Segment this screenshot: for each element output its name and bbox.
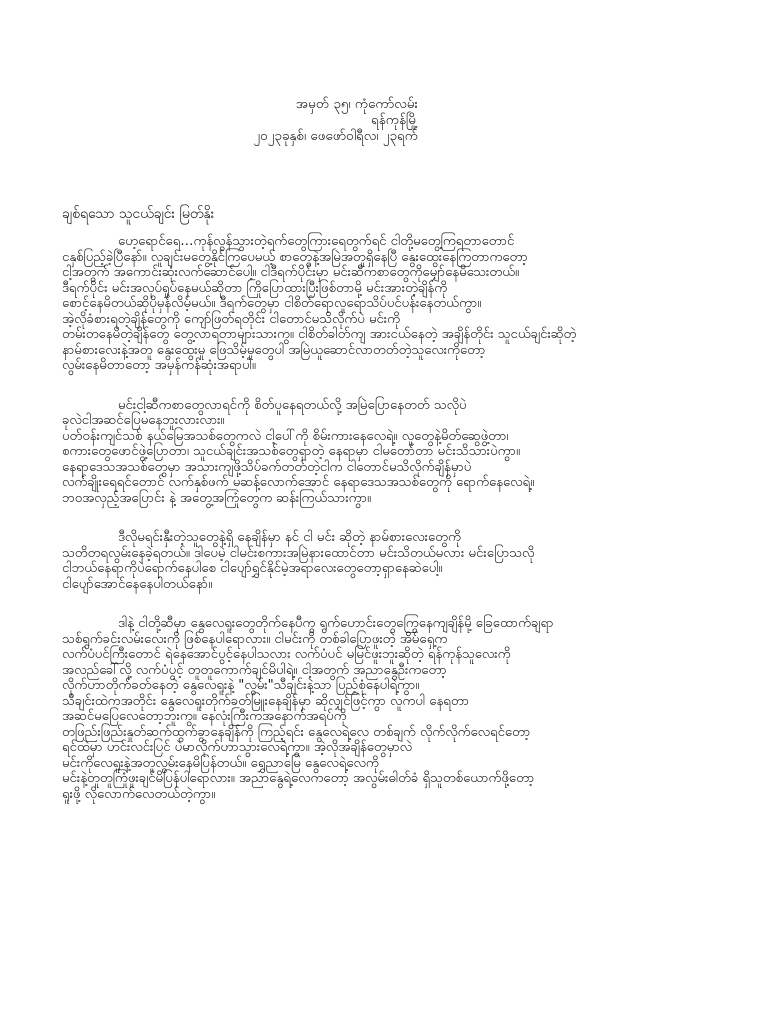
letter-body xyxy=(62,234,717,826)
paragraph-3: ဒီလိုမရင်းနှီးတဲ့သူတွေနဲ့ရှိ နေချိန်မှာ နင် ငါ မင်း ဆိုတဲ့ နာမ်စားလေးတွေကို သတိတရလွမ်းနေခဲ့ရတယ်။ ဒါပေမဲ့ ငါမင်းစကားအမြဲနားထောင်တာ မင်းသိတယ်မလား မင်းပြောသလို ငါဘယ်နေရာကိုပဲရောက်နေပါစေ ငါပျော်ရွှင်နိုင်မဲ့အရာလေးတွေတော့ရှာနေဆဲပေါ့။ ငါပျော်အောင်နေနေပါတယ်နော်။ xyxy=(62,530,535,592)
sender-address xyxy=(118,96,418,144)
paragraph-2: မင်းငါ့ဆီကစာတွေလာရင်ကို စိတ်ပူနေရတယ်လို့ အမြဲပြောနေတတ် သလိုပဲ ခုလဲငါအဆင်ပြေမနေဘူးလားလား။ ပတ်ဝန်းကျင်သစ် နယ်မြေအသစ်တွေကလဲ ငါ့ပေါ်ကို စိမ်းကားနေလေရဲ့။ လူတွေနဲ့မိတ်ဆွေဖွဲ့တာ၊ စကားတွေဖောင်ဖွဲ့ပြောတာ၊ သူငယ်ချင်းအသစ်တွေရှာတဲ့ နေရာမှာ ငါမတော်တာ မင်းသိသားပဲကွာ။ နေရာဒေသအသစ်တွေမှာ အသားကျဖို့သိပ်ခက်တတ်တဲ့ငါက ငါတောင်မသိလိုက်ချိန်မှာပဲ လက်ချိုးရေရင်တောင် လက်နှစ်ဖက် မဆန့်လောက်အောင် နေရာဒေသအသစ်တွေကို ရောက်နေလေရဲ့။ ဘဝအလှည့်အပြောင်း နဲ့ အတွေ့အကြုံတွေက ဆန်းကြယ်သားကွာ။ xyxy=(62,397,535,506)
salutation: ချစ်ရသော သူငယ်ချင်း မြတ်နိုး xyxy=(62,206,215,222)
paragraph-4: ဒါနဲ့ ငါတို့ဆီမှာ နွေလေရူးတွေတိုက်နေပီကွ ရွက်ဟောင်းတွေကြွေနေကျချိန်မို့ ခြေထောက်ချရာ သစ်ရွက်ခင်းလမ်းလေးကို ဖြစ်နေပါရောလား။ ငါမင်းကို တစ်ခါပြောဖူးတဲ့ အိမ်ရှေ့က လက်ပံပင်ကြီးတောင် ရဲနေအောင်ပွင့်နေပါသလား လက်ပံပင် မမြင်ဖူးဘူးဆိုတဲ့ ရန်ကုန်သူလေးကို အလည်ခေါ်လို့ လက်ပံပွင့် တူတူကောက်ချင်မိပါရဲ့။ ငါ့အတွက် အညာနွေဦးကတော့ လိုက်ဟာတိုက်ခတ်နေတဲ့ နွေလေရူးနဲ့ "လွမ်း"သီချင်းနဲ့သာ ပြည့်စုံနေပါရဲ့ကွာ။ သီချင်းထဲကအတိုင်း နွေလေရူးတိုက်ခတ်မြူးနေချိန်မှာ ဆိုလျှင်ဖြင့်ကွာ လူကပါ နေရတာ အဆင်မပြေလေတော့ဘူးကွ။ နေလုံးကြီးကအနောက်အရပ်ကို တဖြည်းဖြည်းနှုတ်ဆက်ထွက်ခွာနေချိန်ကို ကြည့်ရင်း နွေလေရဲ့လေ တစ်ချက် လိုက်လိုက်လေရင်တော့ ရင်ထဲမှာ ဟင်းလင်းပြင် ပဲမာလိုက်ဟာသွားလေရဲ့ကွာ။ အဲ့လိုအချိန်တွေမှာလဲ မင်းကိုလေရူးနဲ့အတူလွမ်းနေမိပြန်တယ်။ ရွှေညာမြေ နွေလေရဲ့လေကို မင်းနဲ့တူတူကြုံဖူးချင်မိပြန်ပါရောလား။ အညာနွေရဲ့လေကတော့ အလွမ်းဓါတ်ခံ ရှိသူတစ်ယောက်ဖို့တော့ ရူးဖို့ လိုလောက်လေတယ်တဲ့ကွာ။ xyxy=(62,616,554,802)
address-city: ရန်ကုန်မြို့ xyxy=(371,112,418,128)
paragraph-1: ဟေ့ရောင်ရေ…ကုန်လွန်သွားတဲ့ရက်တွေကြားရေတွက်ရင် ငါတို့မတွေ့ကြရတာတောင် ငနှစ်ပြည့်ခဲ့ပြီနော်။ လူချင်းမတွေ့နိုင်ကြပေမယ့် စာတွေနဲ့အမြဲအတူရှိနေပြီ နွေးထွေးနေကြတာကတော့ ငါ့အတွက် အကောင်းဆုံးလက်ဆောင်ပေါ့။ ငါဒီရက်ပိုင်းမှာ မင်းဆီကစာတွေကိုမျှော်နေမိသေးတယ်။ ဒီရက်ပိုင်း မင်းအလုပ်ရှုပ်နေမယ်ဆိုတာ ကြိုပြောထားပြီးဖြစ်တာမို့ မင်းအားတဲ့ချိန်ကို စောင့်နေမိတယ်ဆိုပိုမှန်လိမ့်မယ်။ ဒီရက်တွေမှာ ငါစိတ်ရောလူရောသိပ်ပင်ပန်းနေတယ်ကွာ။ အဲ့လိုခံစားရတဲ့ချိန်တွေကို ကျော်ဖြတ်ရတိုင်း ငါတောင်မသိလိုက်ပဲ မင်းကို တမ်းတနေမိတဲ့ချိန်တွေ တွေ့လာရတာများသားကွ။ ငါစိတ်ခါတ်ကျ အားငယ်နေတဲ့ အချိန်တိုင်း သူငယ်ချင်းဆိုတဲ့ နာမ်စားလေးနဲ့အတူ နွေးထွေးမှု ဖြေသိမ့်မှုတွေပါ အမြဲယူဆောင်လာတတ်တဲ့သူလေးကိုတော့ လွမ်းနေမိတာတော့ အမှန်ကန်ဆုံးအရာပါ။ xyxy=(62,234,577,373)
letter-date: ၂၀၂၃ခုနှစ်၊ ဖေဖော်ဝါရီလ၊ ၂၃ရက် xyxy=(253,128,418,144)
address-street: အမှတ် ၃၅၊ ကုံကော်လမ်း xyxy=(295,96,418,112)
